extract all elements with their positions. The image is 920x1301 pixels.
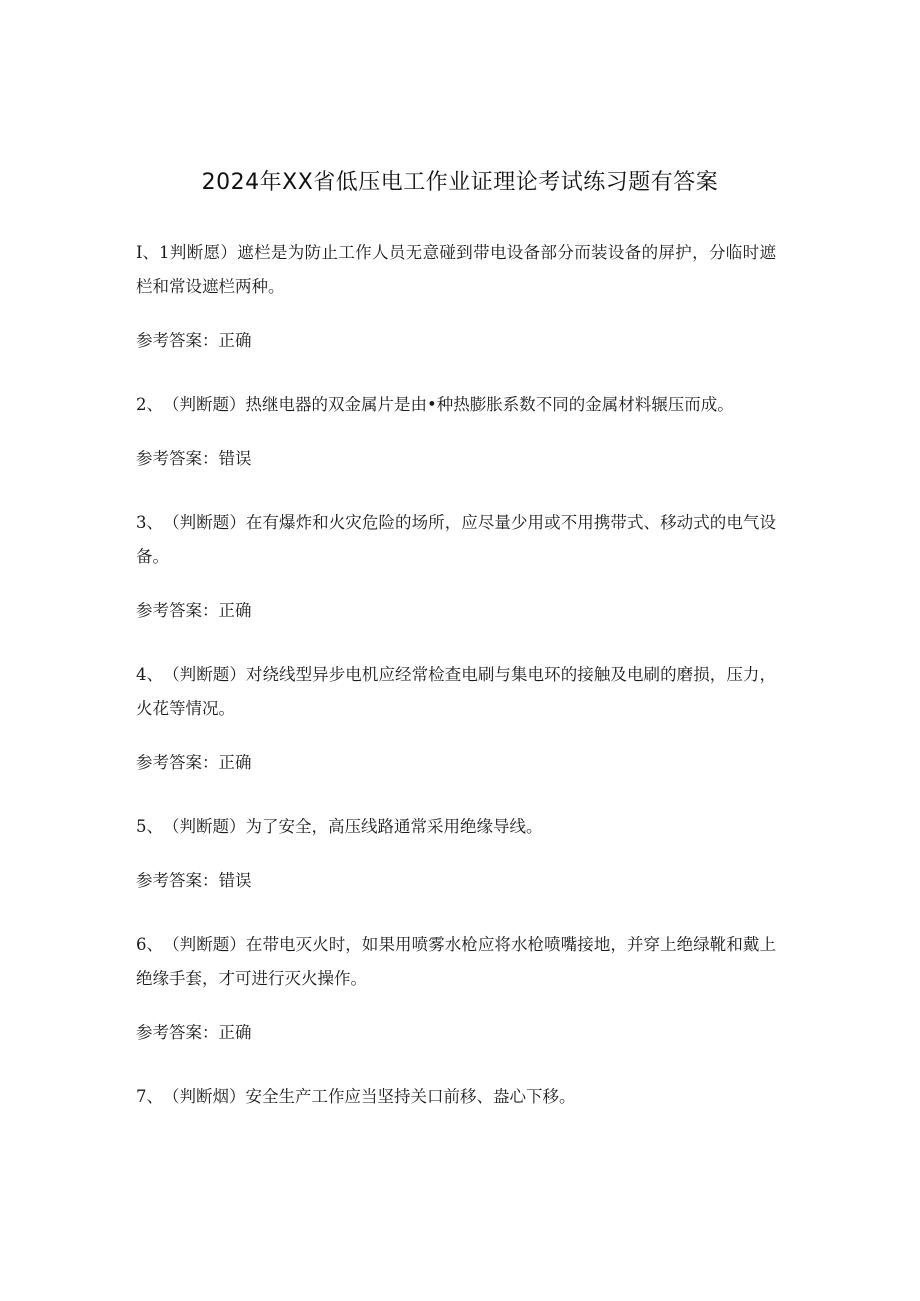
answer-text: 参考答案：正确 xyxy=(136,331,252,350)
answer-text: 参考答案：正确 xyxy=(136,753,252,772)
question-number: 4、 xyxy=(136,665,163,684)
question-item xyxy=(136,928,776,1050)
question-text xyxy=(136,506,776,574)
question-number: 6、 xyxy=(136,935,163,954)
answer-text: 参考答案：正确 xyxy=(136,1023,252,1042)
question-body: 1判断愿）遮栏是为防止工作人员无意碰到带电设备部分而装设备的屏护，分临时遮栏和常设遮栏两种。 xyxy=(136,243,776,296)
question-text xyxy=(136,388,776,422)
question-text xyxy=(136,1080,776,1114)
answer-text: 参考答案：正确 xyxy=(136,601,252,620)
question-number: 2、 xyxy=(136,395,163,414)
question-item xyxy=(136,236,776,358)
answer-text: 参考答案：错误 xyxy=(136,871,252,890)
question-item xyxy=(136,658,776,780)
question-body: （判断题）对绕线型异步电机应经常检查电刷与集电环的接触及电刷的磨损，压力，火花等情况。 xyxy=(136,665,776,718)
question-item xyxy=(136,1080,776,1114)
document-title: 2024年XX省低压电工作业证理论考试练习题有答案 xyxy=(201,170,719,195)
question-body: （判断烟）安全生产工作应当坚持关口前移、盎心下移。 xyxy=(163,1087,576,1106)
question-body: （判断题）为了安全，高压线路通常采用绝缘导线。 xyxy=(163,817,543,836)
question-text xyxy=(136,928,776,996)
question-item xyxy=(136,388,776,476)
question-list xyxy=(136,236,776,1144)
question-body: （判断题）热继电器的双金属片是由•种热膨胀系数不同的金属材料辗压而成。 xyxy=(163,395,734,414)
question-body: （判断题）在带电灭火时，如果用喷雾水枪应将水枪喷嘴接地，并穿上绝绿靴和戴上绝缘手套，才可进行灭火操作。 xyxy=(136,935,776,988)
question-text xyxy=(136,658,776,726)
question-item xyxy=(136,506,776,628)
answer-text: 参考答案：错误 xyxy=(136,449,252,468)
question-number: 3、 xyxy=(136,513,163,532)
question-body: （判断题）在有爆炸和火灾危险的场所，应尽量少用或不用携带式、移动式的电气设备。 xyxy=(136,513,776,566)
question-item xyxy=(136,810,776,898)
question-number: 7、 xyxy=(136,1087,163,1106)
question-number: I、 xyxy=(136,243,160,262)
question-number: 5、 xyxy=(136,817,163,836)
question-text xyxy=(136,236,776,304)
question-text xyxy=(136,810,776,844)
